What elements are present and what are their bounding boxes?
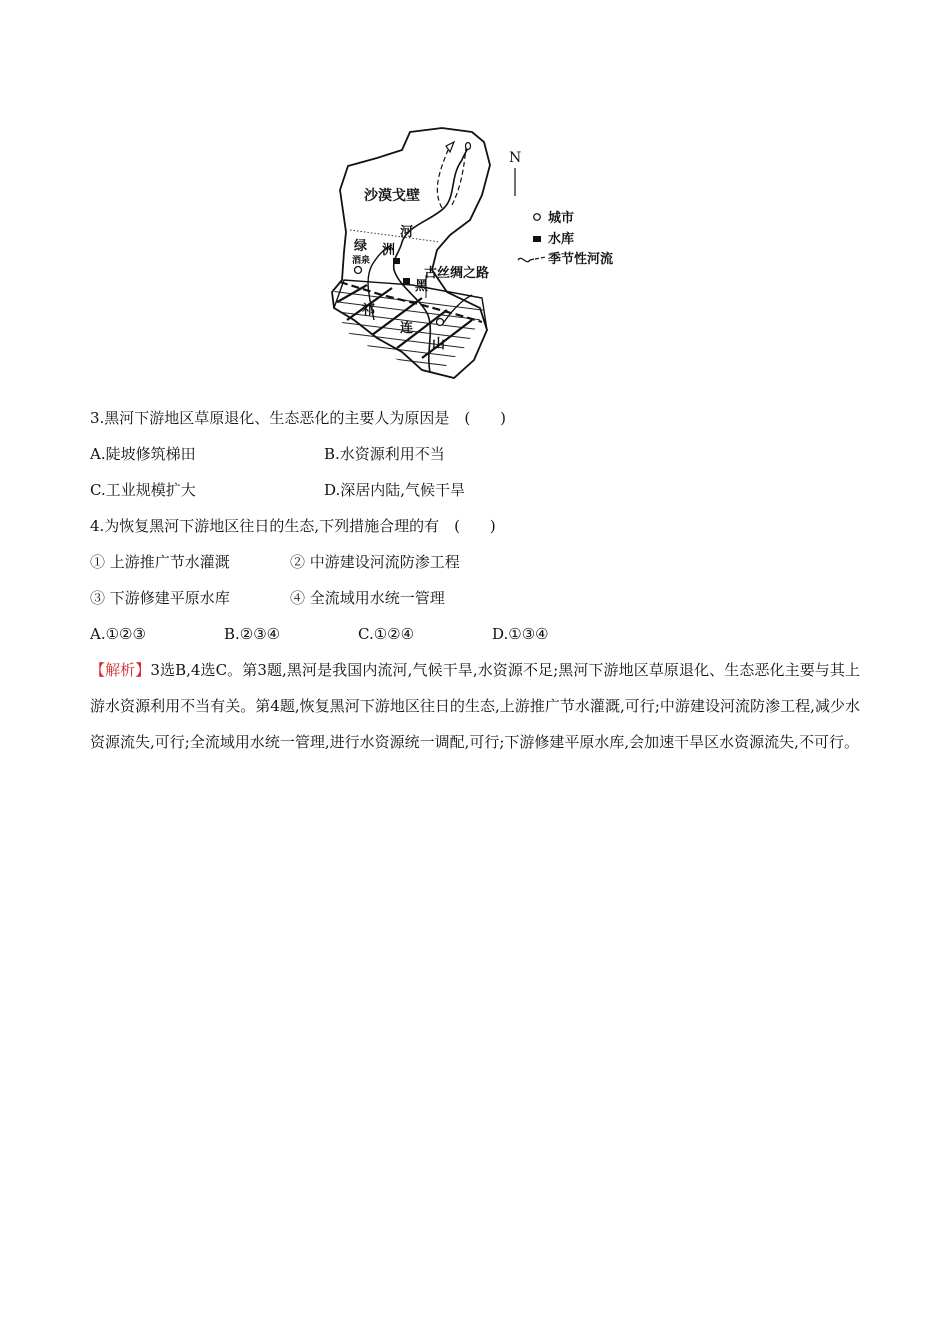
north-label: N [509,150,522,166]
label-qi: 祁 [362,303,376,318]
q3-option-d[interactable]: D.深居内陆,气候干旱 [324,481,466,499]
label-lv: 绿 [354,239,368,254]
q3-option-c[interactable]: C.工业规模扩大 [90,481,196,499]
q4-option-b[interactable]: B.②③④ [224,625,281,643]
legend-seasonal-river-icon [518,258,534,261]
legend-city-label: 城市 [548,211,575,226]
mountain-hatching [322,285,522,375]
analysis-text: 3选B,4选C。第3题,黑河是我国内流河,气候干旱,水资源不足;黑河下游地区草原退化、生态恶化主要与其上游水资源利用不当有关。第4题,恢复黑河下游地区往日的生态,上游推广节水灌溉,可行;中游建设河流防渗工程,减少水资源流失,可行;全流域用水统一管理,进行水资源统一调配,可行;下游修建平原水库,会加速干旱区水资源流失,不可行。 [90,661,860,751]
legend-seasonal-river-label: 季节性河流 [548,252,614,267]
city-marker [437,319,444,326]
legend-city-icon [534,214,541,221]
q3-option-a[interactable]: A.陡坡修筑梯田 [90,445,196,463]
map-legend [518,210,613,267]
legend-reservoir-label: 水库 [548,232,575,247]
label-silk-road: 古丝绸之路 [424,266,490,281]
q4-option-c[interactable]: C.①②④ [358,625,415,643]
q4-item-4: ④ 全流域用水统一管理 [290,589,445,607]
analysis-paragraph [90,652,860,760]
q3-stem: 3.黑河下游地区草原退化、生态恶化的主要人为原因是 ( ) [90,409,507,427]
reservoir-marker-1 [393,258,400,264]
q4-item-2: ② 中游建设河流防渗工程 [290,553,460,571]
q4-item-3: ③ 下游修建平原水库 [90,589,230,607]
heihe-basin-map [322,120,642,382]
label-hei: 黑 [415,279,429,294]
label-jiuquan: 酒泉 [352,256,371,266]
q4-option-d[interactable]: D.①③④ [492,625,549,643]
q4-stem: 4.为恢复黑河下游地区往日的生态,下列措施合理的有 ( ) [90,517,496,535]
terminal-lake-east [466,143,471,150]
label-lian: 连 [400,321,414,336]
label-he: 河 [400,225,414,240]
city-jiuquan-marker [355,267,362,274]
q3-option-b[interactable]: B.水资源利用不当 [324,445,445,463]
label-desert: 沙漠戈壁 [364,188,420,204]
label-zhou: 洲 [382,243,396,258]
q4-item-1: ① 上游推广节水灌溉 [90,553,230,571]
q4-option-a[interactable]: A.①②③ [90,625,146,643]
label-shan: 山 [432,337,446,352]
analysis-tag: 【解析】 [90,661,151,679]
reservoir-marker-2 [403,278,410,284]
heihe-river [394,146,468,372]
legend-reservoir-icon [533,236,541,242]
seasonal-river-1 [437,150,448,208]
